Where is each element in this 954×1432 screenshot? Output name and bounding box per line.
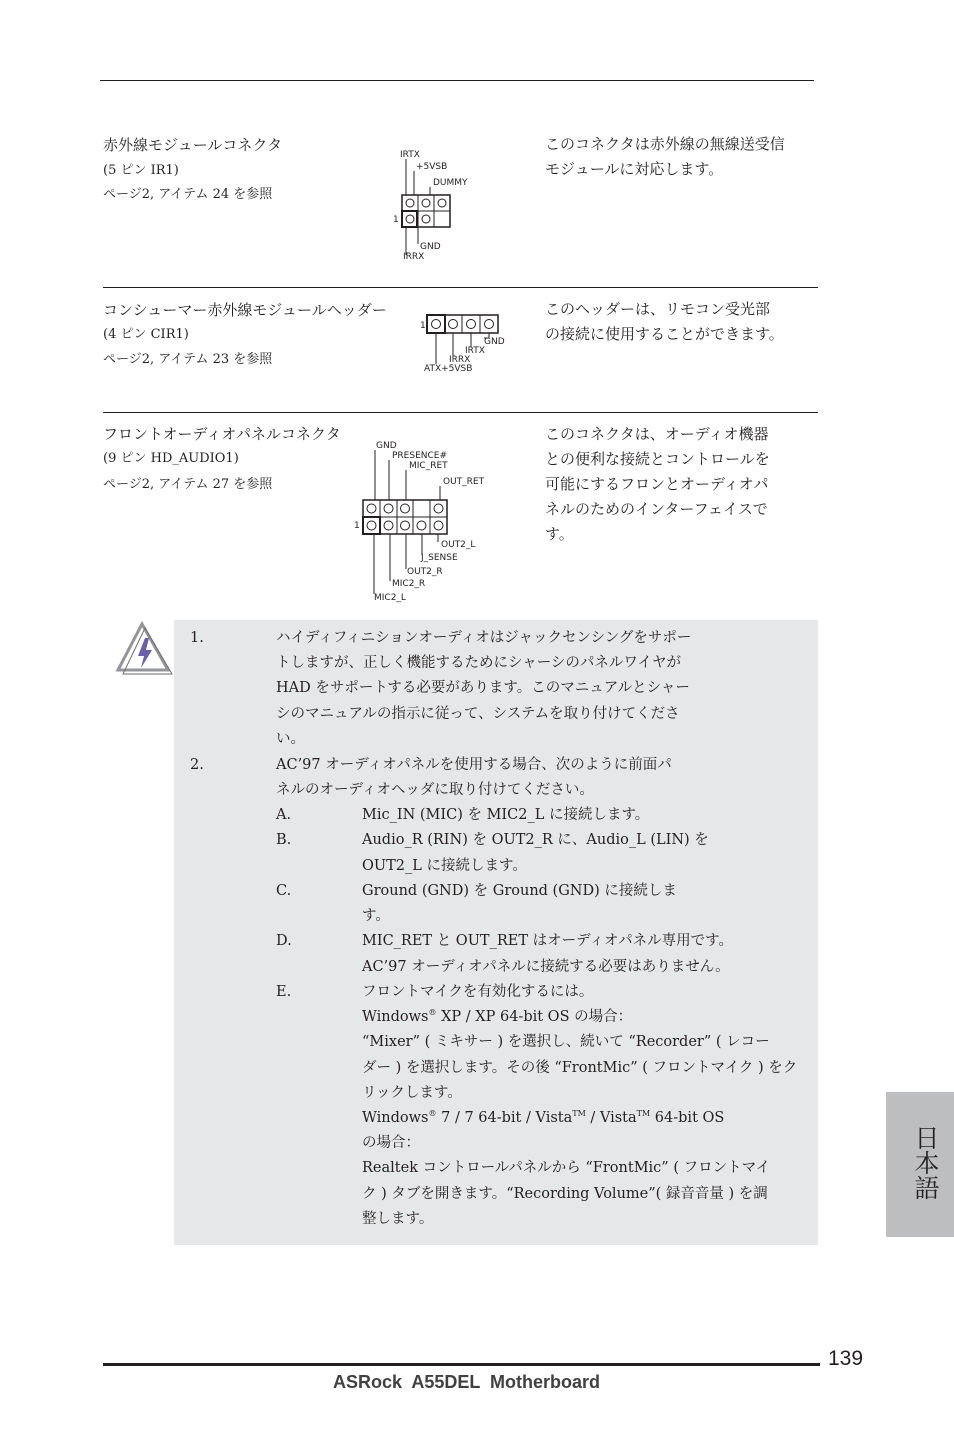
cir-header-diagram (418, 310, 518, 376)
pin-label-dummy: DUMMY (433, 178, 468, 188)
subitem-letter: A. (276, 807, 292, 823)
windows-7-line: Windows® 7 / 7 64-bit / Vista™ / Vista™ 64-bit OS (362, 1109, 725, 1126)
pin-label-out2-l: OUT2_L (441, 540, 476, 550)
pin-label-1: 1 (393, 215, 399, 225)
pin-label-gnd: GND (484, 337, 505, 347)
pin-label-j-sense: J_SENSE (421, 553, 458, 563)
pin-label-gnd: GND (420, 242, 441, 252)
pin-label-mic-ret: MIC_RET (409, 461, 448, 471)
section-pins: (5 ピン IR1) (103, 163, 179, 178)
section-description: このコネクタは、オーディオ機器 との便利な接続とコントロールを 可能にするフロンとオーディオパ ネルのためのインターフェイスで す。 (545, 425, 770, 543)
note-number: 1. (190, 630, 204, 646)
pin-label-gnd: GND (376, 441, 397, 451)
section-ref: ページ2, アイテム 23 を参照 (103, 352, 273, 367)
pin-label-out-ret: OUT_RET (443, 477, 485, 487)
subitem-letter: C. (276, 883, 292, 899)
section-title: フロントオーディオパネルコネクタ (103, 425, 341, 443)
subitem-letter: B. (276, 832, 292, 848)
pin-label-irtx: IRTX (400, 150, 420, 160)
top-rule (100, 80, 814, 81)
front-audio-diagram (350, 436, 500, 606)
windows-xp-line: Windows® XP / XP 64-bit OS の場合： (362, 1008, 633, 1025)
section-ref: ページ2, アイテム 27 を参照 (103, 477, 273, 492)
subitem-letter: D. (276, 933, 292, 949)
note-number: 2. (190, 757, 204, 773)
section-divider (103, 412, 818, 413)
section-pins: (4 ピン CIR1) (103, 327, 189, 342)
ir-connector-diagram (390, 145, 490, 263)
pin-label-irrx: IRRX (403, 252, 425, 262)
warning-icon (114, 620, 176, 682)
section-description: このヘッダーは、リモコン受光部 の接続に使用することができます。 (545, 300, 784, 343)
pin-label-1: 1 (420, 321, 426, 331)
subitem-letter: E. (276, 984, 292, 1000)
section-divider (103, 287, 818, 288)
pin-label-out2-r: OUT2_R (407, 567, 443, 577)
section-title: 赤外線モジュールコネクタ (103, 136, 283, 154)
language-tab-label: 日本語 (911, 1125, 940, 1200)
pin-label-irrx: IRRX (449, 355, 471, 365)
pin-label-presence: PRESENCE# (392, 451, 448, 461)
pin-label-atx5vsb: ATX+5VSB (424, 364, 473, 374)
pin-label-1: 1 (354, 521, 360, 531)
page-number: 139 (828, 1347, 864, 1370)
pin-label-irtx: IRTX (465, 346, 485, 356)
footer-rule (103, 1363, 820, 1366)
section-pins: (9 ピン HD_AUDIO1) (103, 451, 239, 466)
footer-title: ASRock A55DEL Motherboard (333, 1372, 601, 1392)
section-description: このコネクタは赤外線の無線送受信 モジュールに対応します。 (545, 135, 785, 178)
pin-label-mic2-l: MIC2_L (374, 593, 406, 603)
pin-label-mic2-r: MIC2_R (392, 579, 426, 589)
section-title: コンシューマー赤外線モジュールヘッダー (103, 301, 387, 319)
section-ref: ページ2, アイテム 24 を参照 (103, 187, 273, 202)
pin-label-5vsb: +5VSB (416, 162, 448, 172)
